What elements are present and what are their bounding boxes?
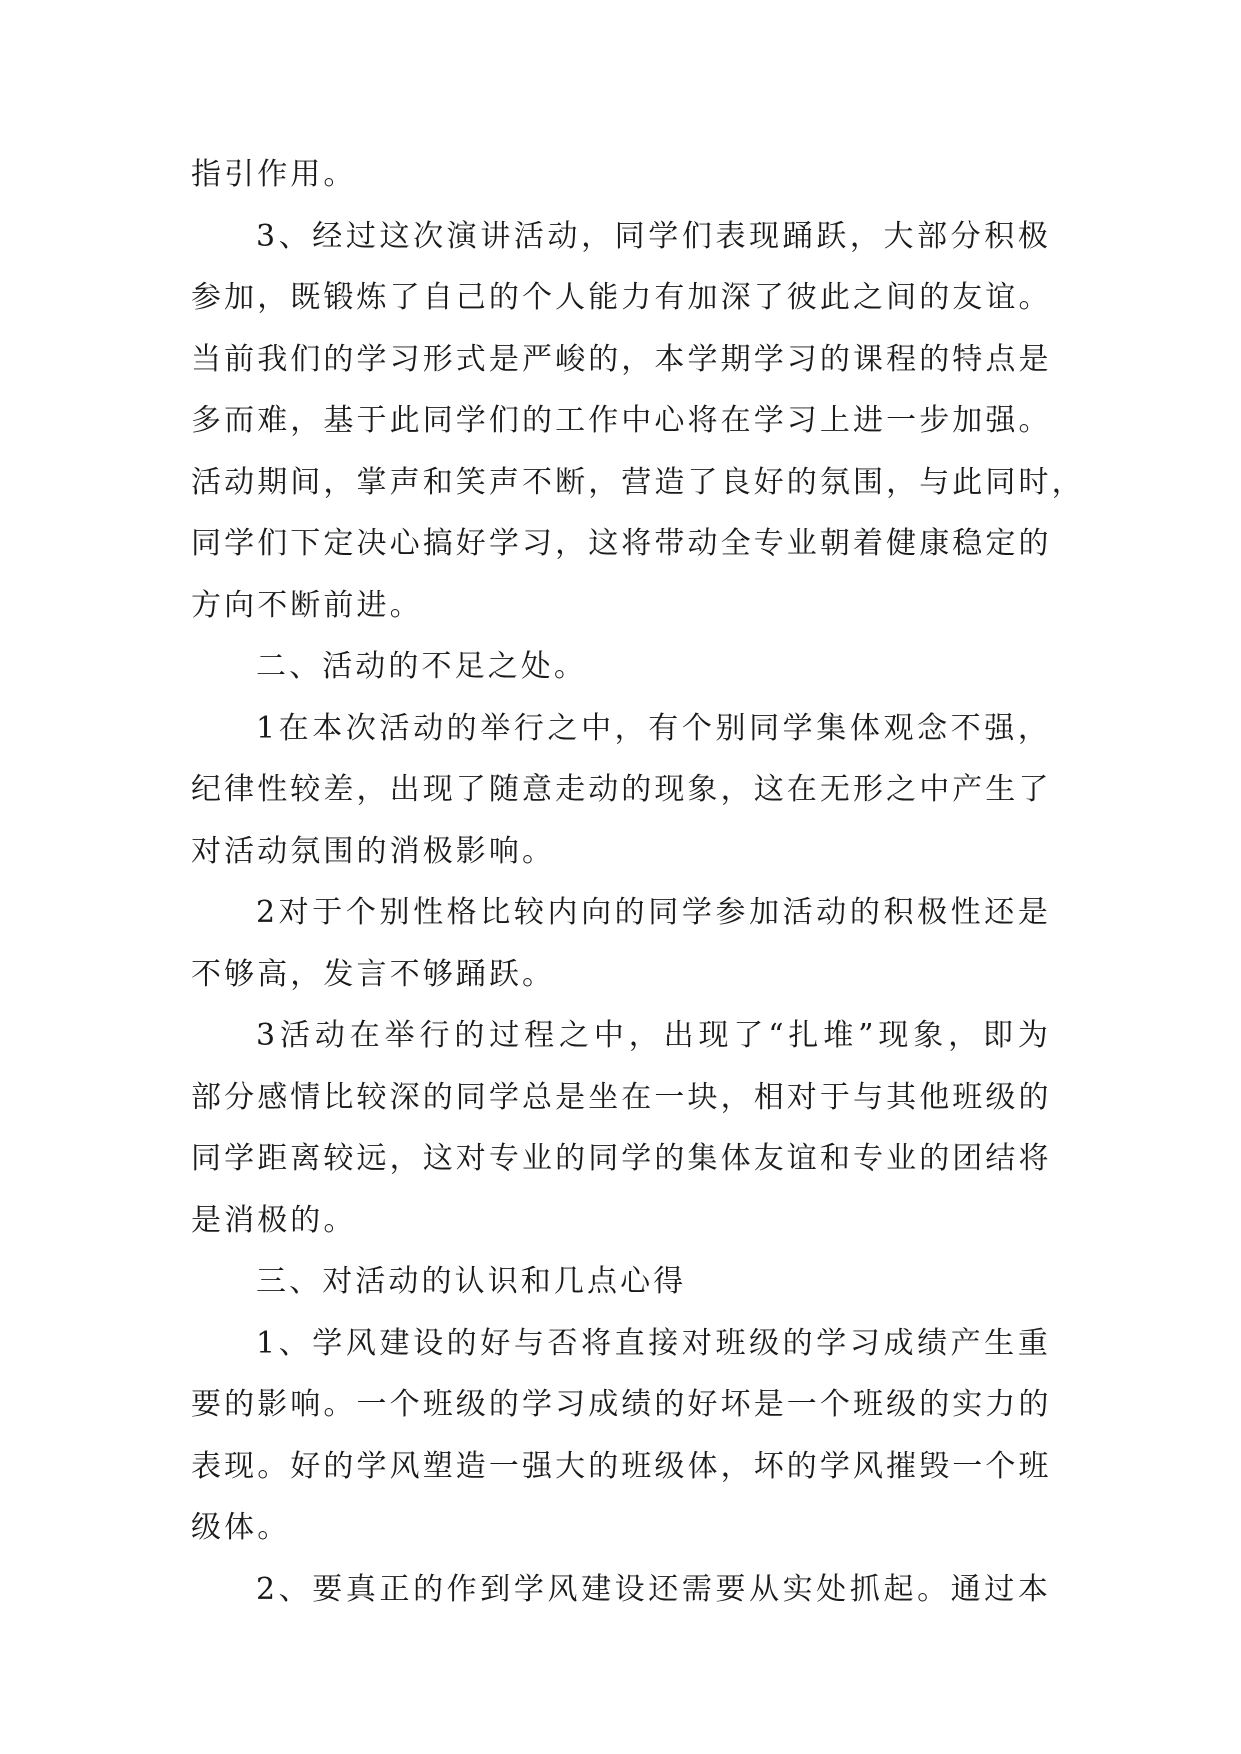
text-line: 2、要真正的作到学风建设还需要从实处抓起。通过本 [256, 1571, 1051, 1607]
text-line: 2对于个别性格比较内向的同学参加活动的积极性还是 [256, 895, 1051, 930]
text-line: 活动期间，掌声和笑声不断，营造了良好的氛围，与此同时， [191, 464, 1085, 500]
text-line: 1、学风建设的好与否将直接对班级的学习成绩产生重 [256, 1325, 1051, 1361]
text-line: 是消极的。 [191, 1202, 357, 1238]
section-heading: 二、活动的不足之处。 [256, 649, 587, 684]
text-line: 部分感情比较深的同学总是坐在一块，相对于与其他班级的 [191, 1079, 1052, 1115]
text-line: 方向不断前进。 [191, 587, 423, 623]
text-line: 参加，既锻炼了自己的个人能力有加深了彼此之间的友谊。 [191, 280, 1052, 315]
text-line: 3、经过这次演讲活动，同学们表现踊跃，大部分积极 [256, 218, 1051, 254]
text-line: 多而难，基于此同学们的工作中心将在学习上进一步加强。 [191, 403, 1052, 438]
section-heading: 三、对活动的认识和几点心得 [256, 1264, 687, 1299]
text-line: 对活动氛围的消极影响。 [191, 833, 556, 869]
text-line: 表现。好的学风塑造一强大的班级体，坏的学风摧毁一个班 [191, 1448, 1052, 1484]
document-body [191, 157, 1085, 1636]
text-line: 当前我们的学习形式是严峻的，本学期学习的课程的特点是 [191, 341, 1052, 377]
text-line: 1在本次活动的举行之中，有个别同学集体观念不强， [256, 710, 1051, 746]
text-line: 同学距离较远，这对专业的同学的集体友谊和专业的团结将 [191, 1141, 1052, 1176]
text-line: 3活动在举行的过程之中，出现了“扎堆”现象，即为 [256, 1018, 1051, 1053]
text-line: 要的影响。一个班级的学习成绩的好坏是一个班级的实力的 [191, 1387, 1052, 1422]
text-line: 不够高，发言不够踊跃。 [191, 956, 556, 992]
text-line: 同学们下定决心搞好学习，这将带动全专业朝着健康稳定的 [191, 526, 1052, 561]
text-line: 指引作用。 [191, 157, 357, 192]
text-line: 级体。 [191, 1510, 291, 1545]
text-line: 纪律性较差，出现了随意走动的现象，这在无形之中产生了 [191, 772, 1052, 807]
